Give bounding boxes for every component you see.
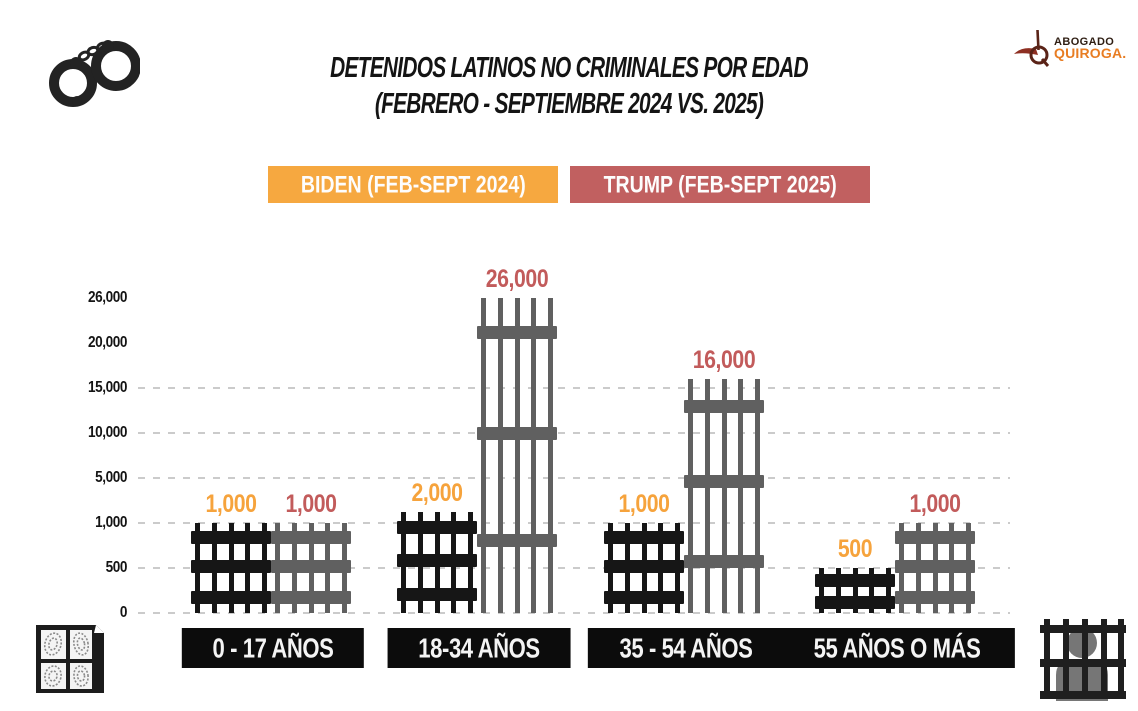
value-label-trump: 26,000 — [485, 265, 549, 293]
bar-biden-0-17-a-os — [195, 523, 267, 613]
jail-cross-bar — [815, 574, 895, 587]
jail-vertical-bar — [515, 298, 520, 613]
chart-title-line2: (FEBRERO - SEPTIEMBRE 2024 VS. 2025) — [374, 88, 764, 120]
jail-vertical-bar — [548, 298, 553, 613]
y-axis-tick: 500 — [105, 559, 127, 576]
brand-name-bottom: QUIROGA. — [1054, 45, 1127, 61]
jail-vertical-bar — [755, 379, 760, 613]
jail-vertical-bar — [688, 379, 693, 613]
bar-trump-55-a-os-o-m-s — [899, 523, 971, 613]
y-axis-tick: 0 — [119, 604, 127, 621]
bar-biden-18-34-a-os — [401, 512, 473, 613]
value-label-biden: 2,000 — [411, 478, 463, 507]
jail-vertical-bar — [481, 298, 486, 613]
jail-cross-bar — [815, 596, 895, 609]
bar-trump-0-17-a-os — [275, 523, 347, 613]
jail-cross-bar — [895, 531, 975, 544]
gridline-10000 — [138, 432, 1010, 434]
jail-cross-bar — [684, 555, 764, 568]
gridline-1000 — [138, 522, 1010, 524]
bar-biden-55-a-os-o-m-s — [819, 568, 891, 613]
legend-label: TRUMP (FEB-SEPT 2025) — [603, 170, 837, 198]
y-axis-tick: 10,000 — [87, 424, 127, 441]
jail-cross-bar — [397, 554, 477, 567]
category-label-18-34-a-os — [388, 628, 571, 668]
jail-vertical-bar — [738, 379, 743, 613]
category-label-text: 55 AÑOS O MÁS — [813, 631, 981, 664]
y-axis-tick: 5,000 — [95, 469, 127, 486]
bar-trump-35-54-a-os — [688, 379, 760, 613]
gridline-5000 — [138, 477, 1010, 479]
jail-cross-bar — [271, 591, 351, 604]
category-label-0-17-a-os — [182, 628, 364, 668]
inmate-behind-bars-icon — [1038, 613, 1126, 701]
value-label-biden: 1,000 — [205, 490, 257, 518]
jail-cross-bar — [477, 326, 557, 339]
jail-cross-bar — [684, 400, 764, 413]
jail-cross-bar — [271, 560, 351, 573]
y-axis-tick: 15,000 — [87, 379, 127, 396]
brand-name-top: ABOGADO — [1054, 36, 1115, 48]
jail-cross-bar — [191, 560, 271, 573]
jail-vertical-bar — [722, 379, 727, 613]
jail-vertical-bar — [498, 298, 503, 613]
category-label-35-54-a-os — [588, 628, 784, 668]
jail-cross-bar — [477, 534, 557, 547]
y-axis-tick: 26,000 — [87, 289, 127, 306]
jail-cross-bar — [191, 591, 271, 604]
jail-cross-bar — [604, 591, 684, 604]
value-label-biden: 500 — [837, 535, 873, 563]
value-label-biden: 1,000 — [618, 490, 670, 518]
jail-cross-bar — [271, 531, 351, 544]
bar-trump-18-34-a-os — [481, 298, 553, 613]
y-axis-tick: 1,000 — [95, 514, 127, 531]
value-label-trump: 1,000 — [285, 490, 337, 518]
jail-cross-bar — [397, 521, 477, 534]
chart-title-line1: DETENIDOS LATINOS NO CRIMINALES POR EDAD — [330, 52, 808, 84]
y-axis-tick: 20,000 — [87, 334, 127, 351]
jail-cross-bar — [191, 531, 271, 544]
value-label-trump: 16,000 — [692, 346, 756, 374]
jail-cross-bar — [604, 531, 684, 544]
jail-cross-bar — [895, 591, 975, 604]
gridline-15000 — [138, 387, 1010, 389]
jail-cross-bar — [477, 427, 557, 440]
value-label-trump: 1,000 — [909, 490, 961, 518]
jail-cross-bar — [397, 588, 477, 601]
jail-vertical-bar — [531, 298, 536, 613]
jail-cross-bar — [684, 475, 764, 488]
category-label-text: 0 - 17 AÑOS — [212, 631, 334, 664]
jail-cross-bar — [604, 560, 684, 573]
category-label-55-a-os-o-m-s — [779, 628, 1015, 668]
category-label-text: 35 - 54 AÑOS — [619, 631, 753, 664]
category-label-text: 18-34 AÑOS — [418, 631, 540, 664]
jail-vertical-bar — [705, 379, 710, 613]
bar-biden-35-54-a-os — [608, 523, 680, 613]
jail-cross-bar — [895, 560, 975, 573]
fingerprint-card-icon — [30, 615, 110, 699]
legend-label: BIDEN (FEB-SEPT 2024) — [300, 170, 526, 198]
